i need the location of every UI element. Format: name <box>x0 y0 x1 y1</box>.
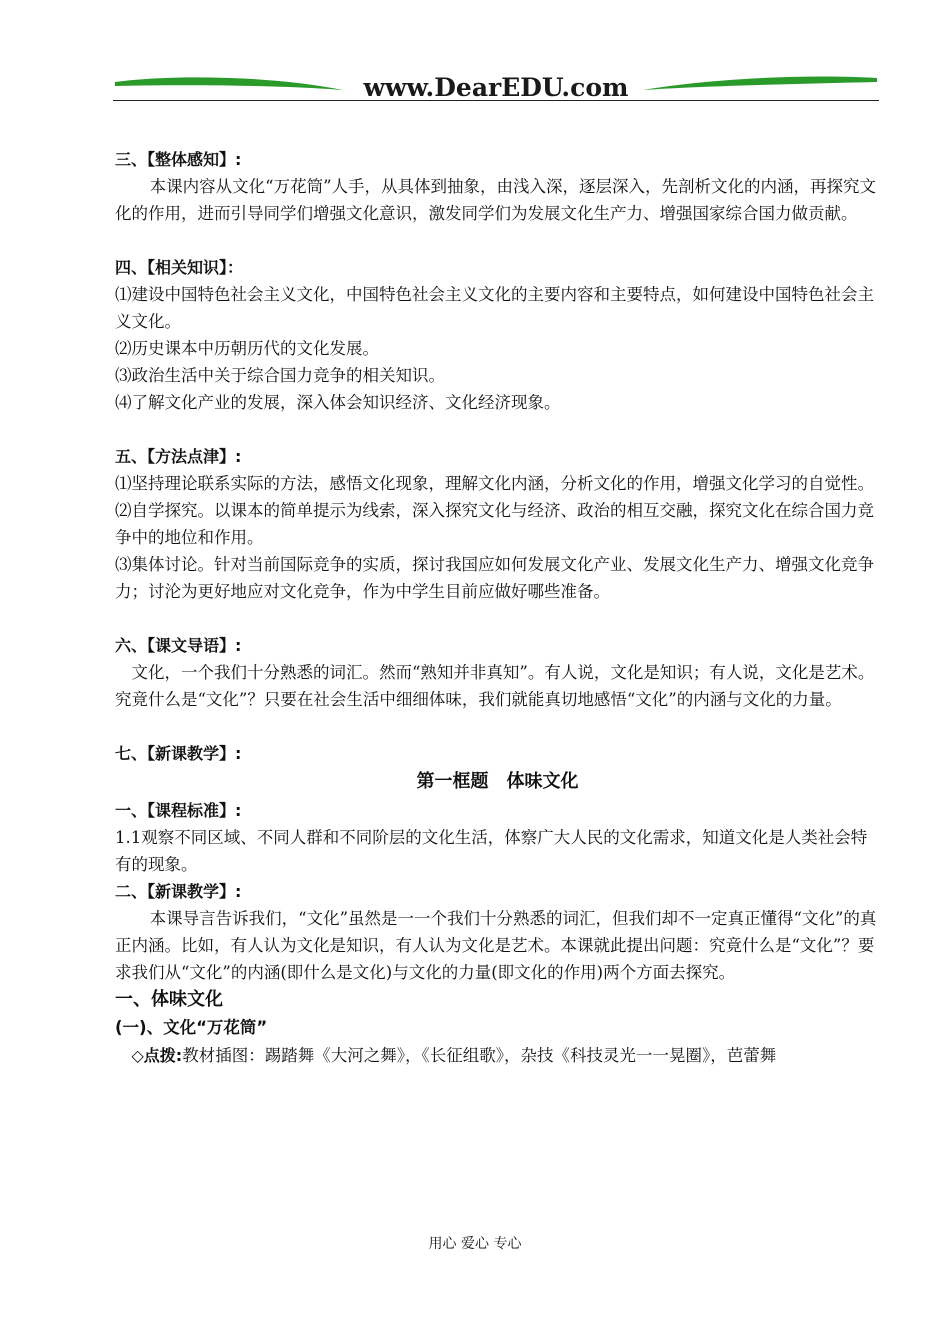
section-4-item: ⑵历史课本中历朝历代的文化发展。 <box>115 339 379 358</box>
subsection-heading: (一)、文化“万花筒” <box>115 1018 268 1037</box>
section-4-item: ⑶政治生活中关于综合国力竞争的相关知识。 <box>115 366 445 385</box>
course-standard-body: 1.1观察不同区域、不同人群和不同阶层的文化生活，体察广大人民的文化需求，知道文化是人类社会特有的现象。 <box>115 828 868 874</box>
header-rule <box>113 100 879 101</box>
section-6-body: 文化，一个我们十分熟悉的词汇。然而“熟知并非真知”。有人说，文化是知识；有人说，文化是艺术。究竟什么是“文化”？只要在社会生活中细细体味，我们就能真切地感悟“文化”的内涵与文化的力量。 <box>115 663 875 709</box>
tip-paragraph <box>115 1042 880 1069</box>
chapter-heading: 一、体味文化 <box>115 989 223 1010</box>
course-standard-title: 一、【课程标准】: <box>115 801 242 820</box>
page-footer: 用心 爱心 专心 <box>428 1236 522 1252</box>
section-3-body: 本课内容从文化“万花筒”人手，从具体到抽象，由浅入深，逐层深入，先剖析文化的内涵，再探究文化的作用，进而引导同学们增强文化意识，激发同学们为发展文化生产力、增强国家综合国力做贡献。 <box>115 177 877 223</box>
section-5-item: ⑴坚持理论联系实际的方法，感悟文化现象，理解文化内涵，分析文化的作用，增强文化学习的自觉性。 <box>115 474 874 493</box>
site-logo-text: www.DearEDU.com <box>363 73 629 102</box>
new-lesson-title: 二、【新课教学】: <box>115 882 242 901</box>
section-7-title: 七、【新课教学】: <box>115 744 242 763</box>
section-6-title: 六、【课文导语】: <box>115 636 242 655</box>
tip-label: ◇点拨: <box>131 1046 183 1065</box>
section-3-title: 三、【整体感知】: <box>115 150 242 169</box>
tip-body: 教材插图：踢踏舞《大河之舞》，《长征组歌》，杂技《科技灵光一一晃圈》，芭蕾舞 <box>182 1046 777 1065</box>
document-body <box>115 146 880 1069</box>
section-4-title: 四、【相关知识】： <box>115 258 244 277</box>
section-4-item: ⑴建设中国特色社会主义文化，中国特色社会主义文化的主要内容和主要特点，如何建设中国特色社会主义文化。 <box>115 285 874 331</box>
frame-title: 第一框题 体味文化 <box>416 771 579 792</box>
section-5-title: 五、【方法点津】: <box>115 447 242 466</box>
section-5-item: ⑶集体讨论。针对当前国际竞争的实质，探讨我国应如何发展文化产业、发展文化生产力、增强文化竞争力；讨沦为更好地应对文化竞争，作为中学生目前应做好哪些准备。 <box>115 555 874 601</box>
new-lesson-body: 本课导言告诉我们，“文化”虽然是一一个我们十分熟悉的词汇，但我们却不一定真正懂得“文化”的真正内涵。比如，有人认为文化是知识，有人认为文化是艺术。本课就此提出问题：究竟什么是“文化”？要求我们从“文化”的内涵(即什么是文化)与文化的力量(即文化的作用)两个方面去探究。 <box>115 909 877 982</box>
section-5-item: ⑵自学探究。以课本的简单提示为线索，深入探究文化与经济、政治的相互交融，探究文化在综合国力竞争中的地位和作用。 <box>115 501 874 547</box>
section-4-item: ⑷了解文化产业的发展，深入体会知识经济、文化经济现象。 <box>115 393 561 412</box>
header-swoosh-graphic <box>113 68 879 108</box>
site-header <box>113 68 879 108</box>
